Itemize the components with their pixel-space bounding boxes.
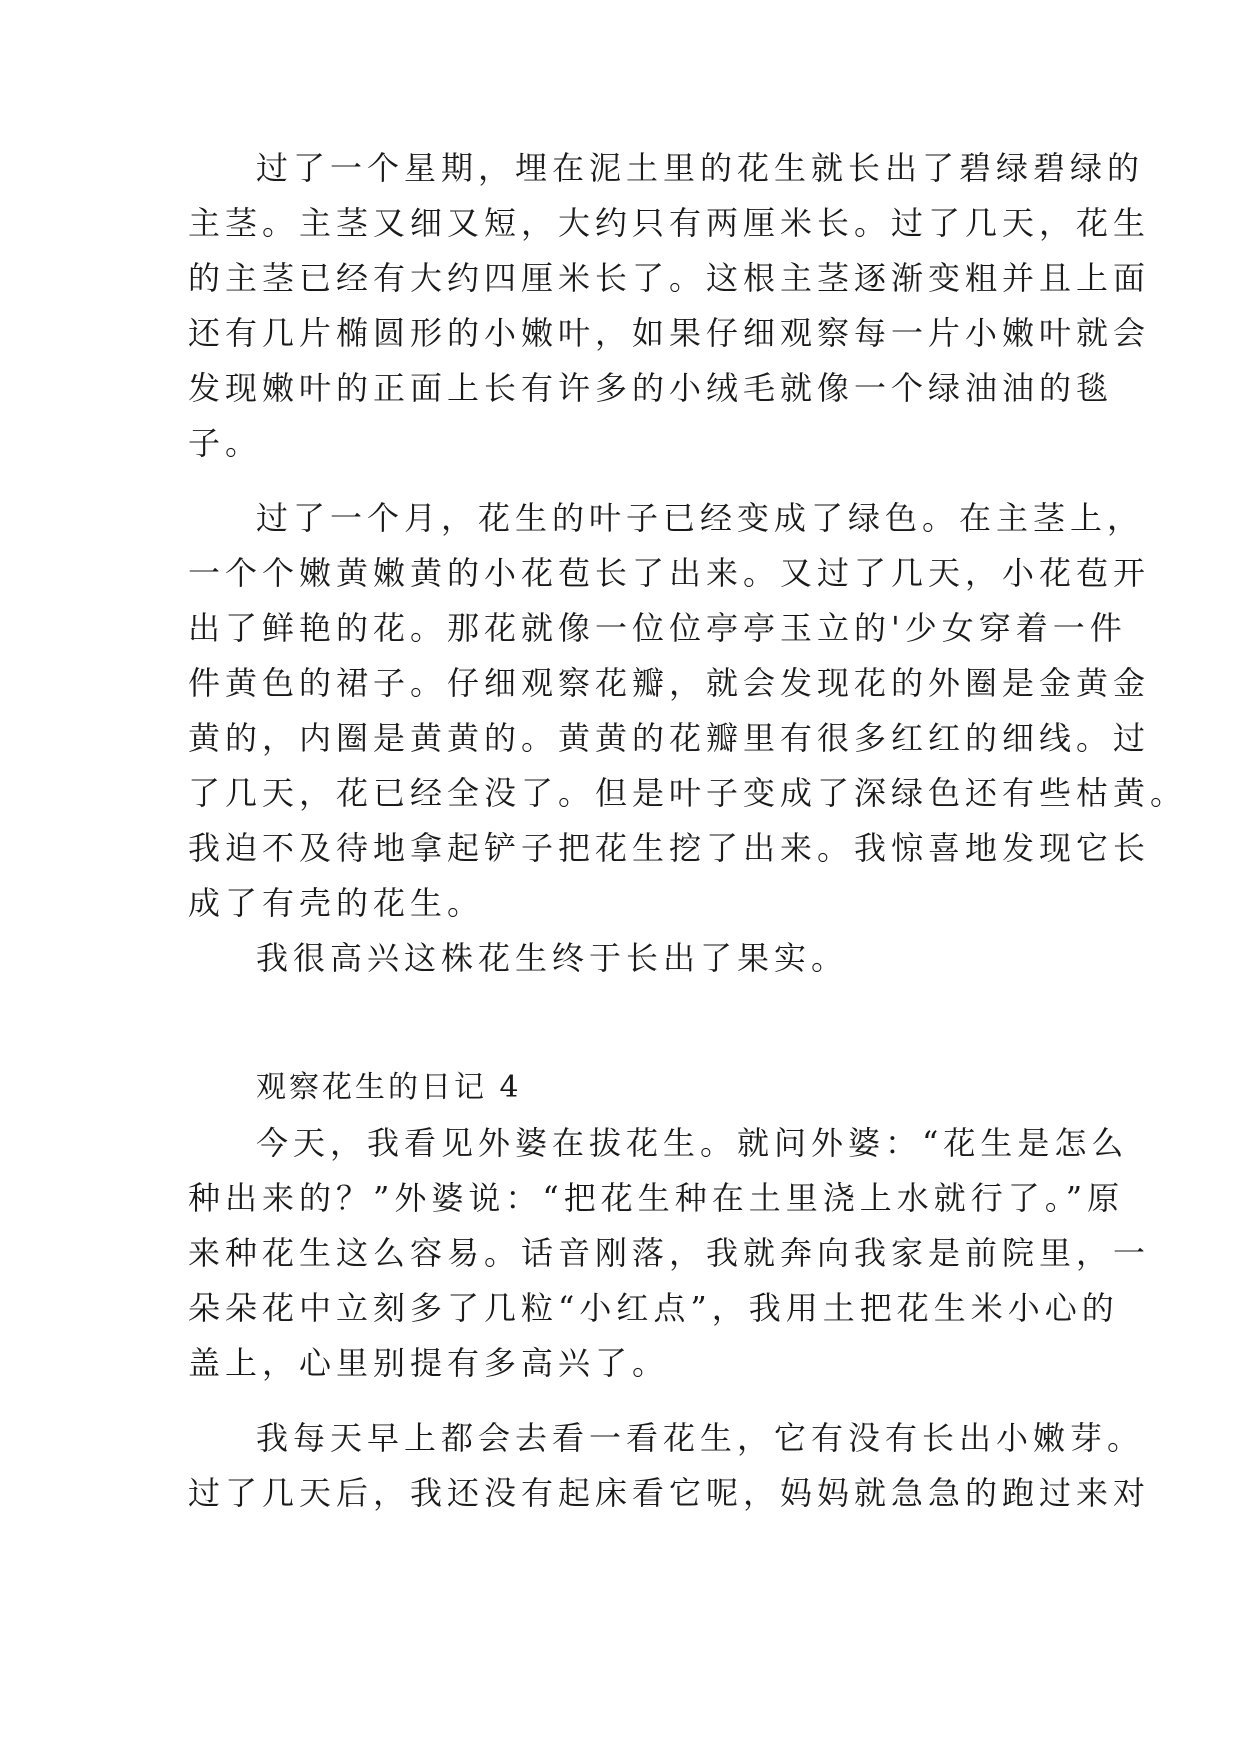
section-title: 观察花生的日记 4 [256,1070,522,1105]
paragraph-2-line-8: 成了有壳的花生。 [188,884,485,922]
paragraph-2-line-3: 出了鲜艳的花。那花就像一位位亭亭玉立的'少女穿着一件 [188,609,1127,647]
paragraph-4-line-5: 盖上，心里别提有多高兴了。 [188,1344,670,1382]
paragraph-5-line-2: 过了几天后，我还没有起床看它呢，妈妈就急急的跑过来对 [188,1474,1151,1512]
paragraph-1-line-6: 子。 [188,424,263,462]
paragraph-1-line-1: 过了一个星期，埋在泥土里的花生就长出了碧绿碧绿的 [256,149,1145,187]
paragraph-2-line-2: 一个个嫩黄嫩黄的小花苞长了出来。又过了几天，小花苞开 [188,554,1151,592]
paragraph-4-line-1: 今天，我看见外婆在拔花生。就问外婆：“花生是怎么 [256,1124,1129,1162]
paragraph-2-line-6: 了几天，花已经全没了。但是叶子变成了深绿色还有些枯黄。 [188,774,1188,812]
paragraph-4-line-3: 来种花生这么容易。话音刚落，我就奔向我家是前院里，一 [188,1234,1151,1272]
paragraph-1-line-5: 发现嫩叶的正面上长有许多的小绒毛就像一个绿油油的毯 [188,369,1114,407]
paragraph-5-line-1: 我每天早上都会去看一看花生，它有没有长出小嫩芽。 [256,1419,1145,1457]
paragraph-2-line-5: 黄的，内圈是黄黄的。黄黄的花瓣里有很多红红的细线。过 [188,719,1151,757]
paragraph-4-line-4: 朵朵花中立刻多了几粒“小红点”，我用土把花生米小心的 [188,1289,1119,1327]
paragraph-3-line-1: 我很高兴这株花生终于长出了果实。 [256,939,849,977]
paragraph-1-line-3: 的主茎已经有大约四厘米长了。这根主茎逐渐变粗并且上面 [188,259,1151,297]
paragraph-4-line-2: 种出来的？”外婆说：“把花生种在土里浇上水就行了。”原 [188,1179,1125,1217]
paragraph-2-line-7: 我迫不及待地拿起铲子把花生挖了出来。我惊喜地发现它长 [188,829,1151,867]
paragraph-2-line-1: 过了一个月，花生的叶子已经变成了绿色。在主茎上， [256,499,1145,537]
paragraph-1-line-2: 主茎。主茎又细又短，大约只有两厘米长。过了几天，花生 [188,204,1151,242]
paragraph-2-line-4: 件黄色的裙子。仔细观察花瓣，就会发现花的外圈是金黄金 [188,664,1151,702]
paragraph-1-line-4: 还有几片椭圆形的小嫩叶，如果仔细观察每一片小嫩叶就会 [188,314,1151,352]
